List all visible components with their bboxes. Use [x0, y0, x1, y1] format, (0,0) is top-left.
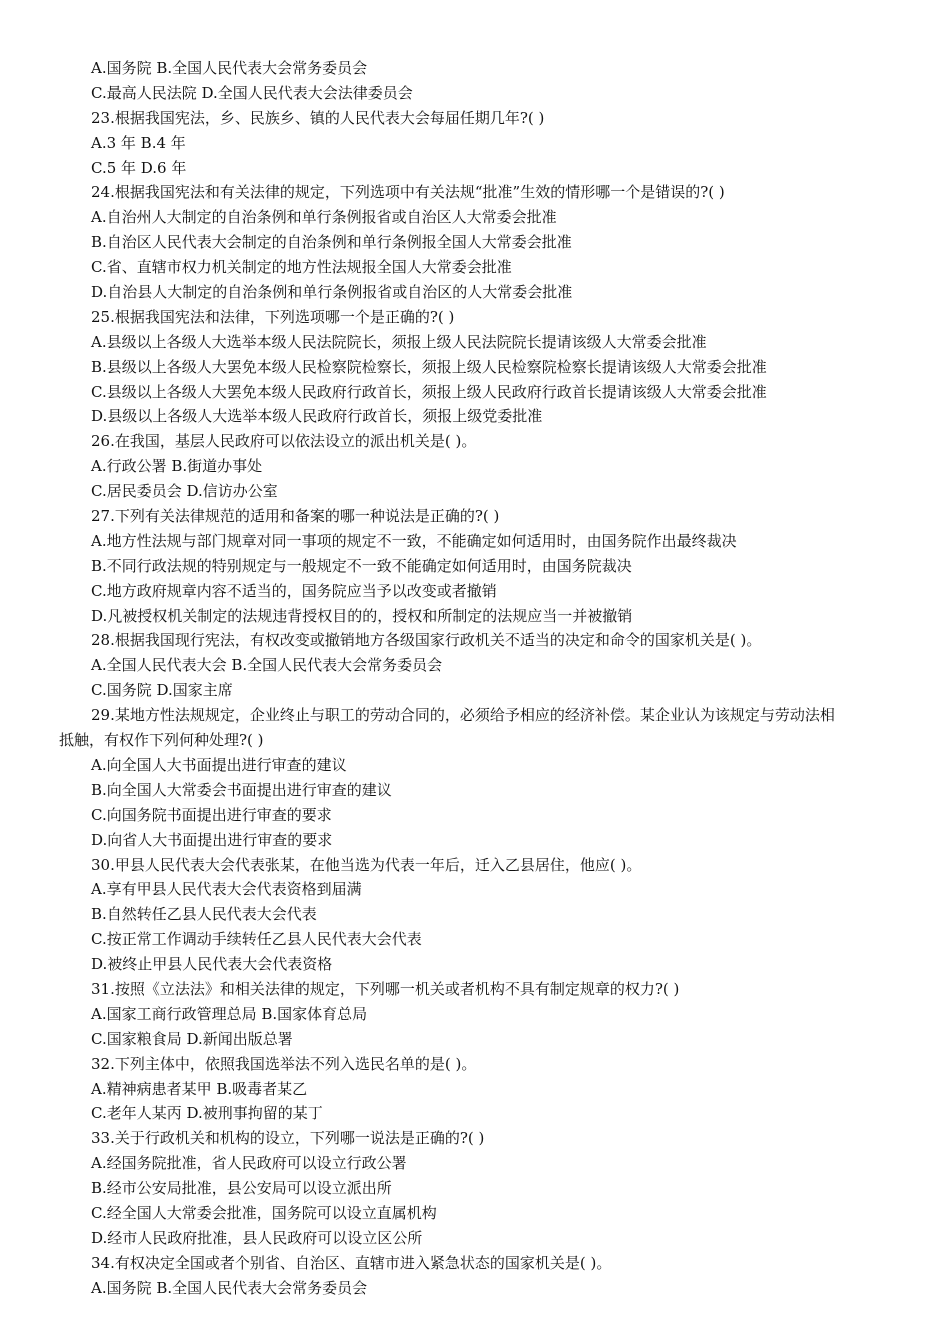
option-line: A.享有甲县人民代表大会代表资格到届满	[91, 880, 362, 899]
option-line: A.经国务院批准，省人民政府可以设立行政公署	[91, 1154, 407, 1173]
option-line: A.行政公署 B.街道办事处	[91, 457, 263, 476]
option-line: A.全国人民代表大会 B.全国人民代表大会常务委员会	[91, 656, 443, 675]
option-line: B.不同行政法规的特别规定与一般规定不一致不能确定如何适用时，由国务院裁决	[91, 556, 632, 575]
question-23: 23.根据我国宪法，乡、民族乡、镇的人民代表大会每届任期几年?( )	[91, 108, 545, 127]
question-25: 25.根据我国宪法和法律，下列选项哪一个是正确的?( )	[91, 307, 455, 326]
question-32: 32.下列主体中，依照我国选举法不列入选民名单的是( )。	[91, 1054, 477, 1073]
option-line: C.经全国人大常委会批准，国务院可以设立直属机构	[91, 1203, 437, 1222]
question-31: 31.按照《立法法》和相关法律的规定，下列哪一机关或者机构不具有制定规章的权力?( )	[91, 979, 680, 998]
option-line: D.自治县人大制定的自治条例和单行条例报省或自治区的人大常委会批准	[91, 283, 573, 302]
question-34: 34.有权决定全国或者个别省、自治区、直辖市进入紧急状态的国家机关是( )。	[91, 1253, 612, 1272]
option-line: B.县级以上各级人大罢免本级人民检察院检察长，须报上级人民检察院检察长提请该级人大常委会批准	[91, 357, 767, 376]
option-line: A.自治州人大制定的自治条例和单行条例报省或自治区人大常委会批准	[91, 208, 557, 227]
option-line: B.向全国人大常委会书面提出进行审查的建议	[91, 780, 392, 799]
option-line: D.凡被授权机关制定的法规违背授权目的的，授权和所制定的法规应当一并被撤销	[91, 606, 633, 625]
option-line: C.5 年 D.6 年	[91, 158, 187, 177]
option-line: D.经市人民政府批准，县人民政府可以设立区公所	[91, 1228, 423, 1247]
option-line: A.向全国人大书面提出进行审查的建议	[91, 755, 347, 774]
option-line: C.国务院 D.国家主席	[91, 681, 233, 700]
option-line: B.经市公安局批准，县公安局可以设立派出所	[91, 1179, 392, 1198]
option-line: A.国家工商行政管理总局 B.国家体育总局	[91, 1004, 368, 1023]
option-line: C.国家粮食局 D.新闻出版总署	[91, 1029, 293, 1048]
option-line: C.居民委员会 D.信访办公室	[91, 482, 278, 501]
option-line: D.县级以上各级人大选举本级人民政府行政首长，须报上级党委批准	[91, 407, 543, 426]
question-26: 26.在我国，基层人民政府可以依法设立的派出机关是( )。	[91, 432, 477, 451]
option-line: C.省、直辖市权力机关制定的地方性法规报全国人大常委会批准	[91, 258, 512, 277]
option-line: A.国务院 B.全国人民代表大会常务委员会	[91, 1278, 368, 1297]
option-line: D.被终止甲县人民代表大会代表资格	[91, 955, 333, 974]
option-line: C.按正常工作调动手续转任乙县人民代表大会代表	[91, 930, 422, 949]
question-30: 30.甲县人民代表大会代表张某，在他当选为代表一年后，迁入乙县居住，他应( )。	[91, 855, 642, 874]
option-line: A.国务院 B.全国人民代表大会常务委员会	[91, 59, 368, 77]
question-33: 33.关于行政机关和机构的设立，下列哪一说法是正确的?( )	[91, 1129, 485, 1148]
question-29: 29.某地方性法规规定，企业终止与职工的劳动合同的，必须给予相应的经济补偿。某企业认为该规定与劳动法相	[91, 706, 835, 725]
question-24: 24.根据我国宪法和有关法律的规定，下列选项中有关法规“批准”生效的情形哪一个是错误的?( )	[91, 183, 725, 202]
option-line: B.自然转任乙县人民代表大会代表	[91, 905, 317, 924]
option-line: C.地方政府规章内容不适当的，国务院应当予以改变或者撤销	[91, 581, 497, 600]
option-line: C.向国务院书面提出进行审查的要求	[91, 805, 332, 824]
question-28: 28.根据我国现行宪法，有权改变或撤销地方各级国家行政机关不适当的决定和命令的国家机关是( )。	[91, 631, 762, 650]
option-line: C.老年人某丙 D.被刑事拘留的某丁	[91, 1104, 323, 1123]
option-line: A.县级以上各级人大选举本级人民法院院长，须报上级人民法院院长提请该级人大常委会批准	[91, 332, 707, 351]
question-27: 27.下列有关法律规范的适用和备案的哪一种说法是正确的?( )	[91, 507, 500, 526]
option-line: A.3 年 B.4 年	[91, 133, 186, 152]
option-line: C.最高人民法院 D.全国人民代表大会法律委员会	[91, 83, 413, 102]
option-line: A.地方性法规与部门规章对同一事项的规定不一致，不能确定如何适用时，由国务院作出最终裁决	[91, 531, 737, 550]
option-line: A.精神病患者某甲 B.吸毒者某乙	[91, 1079, 308, 1098]
option-line: D.向省人大书面提出进行审查的要求	[91, 830, 333, 849]
document-page	[0, 56, 950, 1301]
question-29-continued: 抵触，有权作下列何种处理?( )	[59, 731, 264, 750]
option-line: B.自治区人民代表大会制定的自治条例和单行条例报全国人大常委会批准	[91, 233, 572, 252]
option-line: C.县级以上各级人大罢免本级人民政府行政首长，须报上级人民政府行政首长提请该级人大常委会批准	[91, 382, 767, 401]
